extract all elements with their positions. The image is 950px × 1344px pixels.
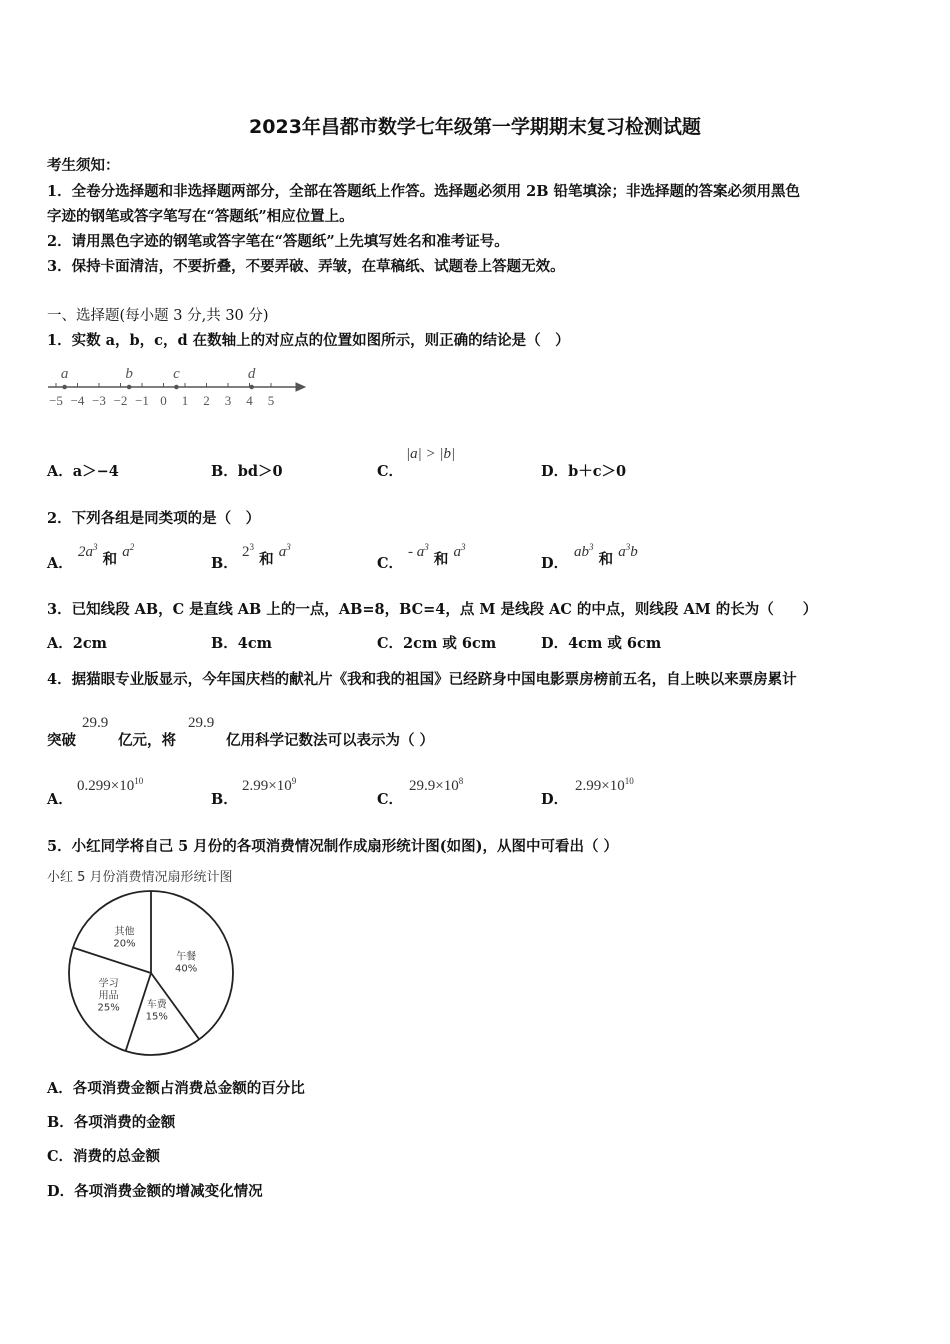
q4-option-d-math <box>575 776 634 795</box>
q4-option-b-label[interactable]: B． <box>211 791 238 808</box>
q2-a-term2-exp: 2 <box>129 542 135 552</box>
number-line-tick-label: 3 <box>224 393 232 408</box>
q2-option-b-label[interactable]: B． <box>211 555 238 572</box>
q1-option-a-text: a＞−4 <box>72 463 119 480</box>
number-line-tick-label: 4 <box>246 393 253 408</box>
page-title: 2023年昌都市数学七年级第一学期期末复习检测试题 <box>249 116 701 138</box>
q2-d-term1: ab <box>574 544 589 560</box>
q2-b-term1-exp: 3 <box>249 542 254 552</box>
number-line-tick-label: −2 <box>113 393 128 408</box>
number-line-letter-d: d <box>247 366 256 382</box>
q2-d-term2a: a <box>618 544 626 560</box>
notice-line-1a: 1．全卷分选择题和非选择题两部分，全部在答题纸上作答。选择题必须用 2B 铅笔填涂；非选择题的答案必须用黑色 <box>47 183 801 200</box>
pie-slice-percent: 40% <box>174 963 198 975</box>
q2-option-c-label[interactable]: C． <box>377 555 404 572</box>
number-line-tick-label: −1 <box>135 393 149 408</box>
notice-line-3: 3．保持卡面清洁，不要折叠，不要弄破、弄皱，在草稿纸、试题卷上答题无效。 <box>47 258 565 275</box>
q4-option-c-label[interactable]: C． <box>377 791 404 808</box>
q4-c-exp: 8 <box>458 776 464 786</box>
notice-line-1b: 字迹的钢笔或答字笔写在“答题纸”相应位置上。 <box>47 208 354 225</box>
q4-d-base: 2.99×10 <box>575 778 625 794</box>
q3-option-a[interactable]: A．2cm <box>47 635 108 652</box>
number-line-tick-label: 1 <box>181 393 189 408</box>
number-line-letter-b: b <box>125 366 133 382</box>
q2-option-a-label[interactable]: A． <box>47 555 73 572</box>
q4-option-a-label[interactable]: A． <box>47 791 73 808</box>
pie-slice-percent: 20% <box>113 938 136 950</box>
q1-option-b[interactable] <box>211 460 283 481</box>
number-line-tick-label: 5 <box>267 393 275 408</box>
q1-option-a-label: A． <box>47 463 73 480</box>
q2-option-a-math <box>78 540 135 568</box>
q5-stem: 5．小红同学将自己 5 月份的各项消费情况制作成扇形统计图(如图)，从图中可看出（ ） <box>47 838 619 855</box>
q2-c-he: 和 <box>433 551 449 568</box>
q2-a-term1-exp: 3 <box>93 542 98 552</box>
number-line-point-d <box>250 385 254 389</box>
q2-d-term2b: b <box>630 544 638 560</box>
q3-option-d[interactable]: D．4cm 或 6cm <box>541 635 662 652</box>
q2-c-term2-exp: 3 <box>460 542 466 552</box>
q2-a-term2: a <box>122 544 130 560</box>
pie-slice-label: 车费 <box>146 999 167 1011</box>
q4-number-2: 29.9 <box>188 715 215 731</box>
pie-slice-label: 用品 <box>98 990 119 1002</box>
q2-d-he: 和 <box>598 551 614 568</box>
q1-option-c[interactable] <box>377 460 403 481</box>
q2-c-term1: - a <box>408 544 425 560</box>
q4-option-d-label[interactable]: D． <box>541 791 569 808</box>
q2-b-term2-exp: 3 <box>286 542 291 552</box>
q4-a-base: 0.299×10 <box>77 778 135 794</box>
q1-option-b-text: bd＞0 <box>237 463 283 480</box>
pie-slice-percent: 25% <box>97 1002 120 1014</box>
q1-option-a[interactable] <box>47 460 119 481</box>
q2-a-he: 和 <box>102 551 118 568</box>
pie-chart-title: 小红 5 月份消费情况扇形统计图 <box>47 870 233 885</box>
q1-stem: 1．实数 a，b，c，d 在数轴上的对应点的位置如图所示，则正确的结论是（ ） <box>47 332 570 349</box>
q2-d-term2-exp: 3 <box>625 542 631 552</box>
q4-stem-part-b: 亿元，将 <box>118 732 176 749</box>
q2-b-term2: a <box>278 544 287 560</box>
q4-b-base: 2.99×10 <box>242 778 292 794</box>
notice-line-2: 2．请用黑色字迹的钢笔或答字笔在“答题纸”上先填写姓名和准考证号。 <box>47 233 509 250</box>
number-line-letter-a: a <box>60 366 69 382</box>
q2-stem: 2．下列各组是同类项的是（ ） <box>47 510 261 527</box>
q1-option-b-label: B． <box>211 463 238 480</box>
q5-option-d[interactable]: D．各项消费金额的增减变化情况 <box>47 1183 263 1200</box>
q1-option-c-label: C． <box>377 463 404 480</box>
number-line-tick-label: −3 <box>92 393 106 408</box>
q2-c-term2: a <box>453 544 461 560</box>
q1-number-line <box>44 360 309 412</box>
q4-option-a-math <box>77 776 143 795</box>
number-line-letter-c: c <box>173 366 180 382</box>
q1-option-d-text: b＋c＞0 <box>568 463 627 480</box>
q2-option-c-math <box>408 540 466 568</box>
number-line-tick-label: −5 <box>49 393 63 408</box>
pie-chart <box>55 886 255 1066</box>
q3-option-b[interactable]: B．4cm <box>211 635 273 652</box>
q2-option-d-math <box>574 540 638 568</box>
number-line-point-a <box>63 385 67 389</box>
number-line-tick-label: −4 <box>70 393 85 408</box>
q2-b-he: 和 <box>259 551 274 568</box>
q4-stem-line1: 4．据猫眼专业版显示，今年国庆档的献礼片《我和我的祖国》已经跻身中国电影票房榜前五名，自上映以来票房累计 <box>47 671 797 688</box>
q3-stem: 3．已知线段 AB，C 是直线 AB 上的一点，AB=8，BC=4，点 M 是线段 AC 的中点，则线段 AM 的长为（ ） <box>47 601 818 618</box>
q2-b-term1: 2 <box>242 544 250 560</box>
q4-number-1: 29.9 <box>82 715 109 731</box>
q2-option-b-math <box>242 540 291 568</box>
q5-option-c[interactable]: C．消费的总金额 <box>47 1148 161 1165</box>
pie-slice-label: 午餐 <box>176 951 197 963</box>
q4-b-exp: 9 <box>291 776 297 786</box>
pie-slice-label: 其他 <box>114 926 135 938</box>
q2-c-term1-exp: 3 <box>424 542 429 552</box>
q2-option-d-label[interactable]: D． <box>541 555 569 572</box>
q5-option-a[interactable]: A．各项消费金额占消费总金额的百分比 <box>47 1080 305 1097</box>
number-line-tick-label: 0 <box>160 393 167 408</box>
q3-option-c[interactable]: C．2cm 或 6cm <box>377 635 497 652</box>
q5-option-b[interactable]: B．各项消费的金额 <box>47 1114 176 1131</box>
q2-a-term1: 2a <box>78 544 93 560</box>
q2-d-term1-exp: 3 <box>589 542 594 552</box>
q4-d-exp: 10 <box>624 776 634 786</box>
q4-stem-part-a: 突破 <box>47 732 76 749</box>
q4-option-b-math <box>242 776 296 795</box>
q4-option-c-math <box>409 776 463 795</box>
q4-stem-part-c: 亿用科学记数法可以表示为（ ） <box>226 732 435 749</box>
q1-option-d[interactable] <box>541 460 626 481</box>
pie-slice-label: 学习 <box>98 978 119 990</box>
q1-option-d-label: D． <box>541 463 569 480</box>
notice-heading: 考生须知： <box>47 157 120 174</box>
number-line-point-c <box>175 385 179 389</box>
number-line-point-b <box>127 385 131 389</box>
number-line-arrow <box>296 383 305 391</box>
q1-option-c-math: |a| > |b| <box>406 446 456 462</box>
q4-a-exp: 10 <box>134 776 144 786</box>
section-heading: 一、选择题(每小题 3 分,共 30 分) <box>47 308 269 324</box>
pie-slice-percent: 15% <box>145 1011 168 1023</box>
q4-c-base: 29.9×10 <box>409 778 459 794</box>
number-line-tick-label: 2 <box>203 393 210 408</box>
